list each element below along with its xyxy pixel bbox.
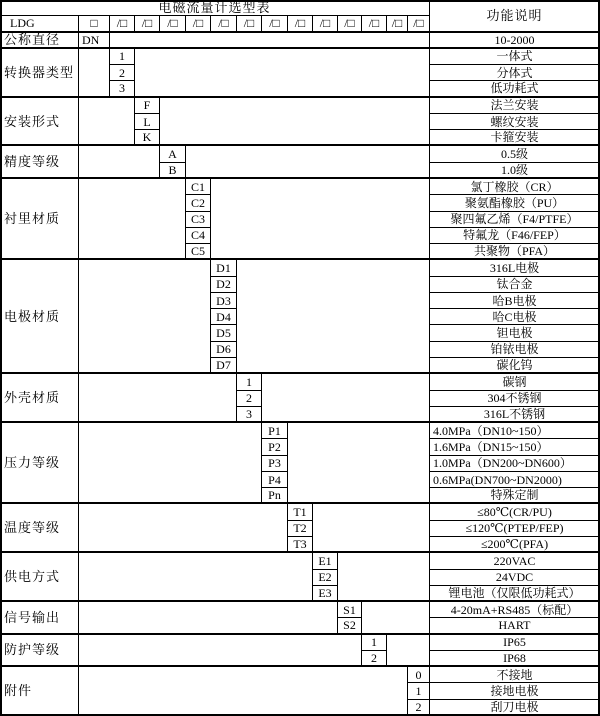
option-function-cell: 共聚物（PFA）: [430, 244, 600, 260]
option-code-cell: C1: [186, 179, 211, 195]
section-label: 附件: [0, 667, 79, 716]
section-label: 压力等级: [0, 423, 79, 504]
option-code-cell: D2: [211, 277, 237, 293]
option-code-cell: C5: [186, 244, 211, 260]
option-function-cell: 低功耗式: [430, 81, 600, 97]
option-function-cell: 哈C电极: [430, 309, 600, 325]
option-function-cell: 碳钢: [430, 374, 600, 390]
model-slot-box: /□: [262, 16, 288, 32]
option-function-cell: 0.6MPa(DN700~DN2000): [430, 472, 600, 488]
option-code-cell: D1: [211, 260, 237, 276]
option-code-cell: 1: [237, 374, 262, 390]
option-function-cell: ≤200℃(PFA): [430, 537, 600, 553]
option-code-cell: T1: [288, 504, 313, 520]
option-function-cell: 钛合金: [430, 277, 600, 293]
section-label: 电极材质: [0, 260, 79, 374]
model-base-box: □: [79, 16, 110, 32]
option-function-cell: IP65: [430, 635, 600, 651]
option-code-cell: P2: [262, 439, 288, 455]
option-function-cell: ≤80℃(CR/PU): [430, 504, 600, 520]
option-code-cell: C3: [186, 212, 211, 228]
option-code-cell: 2: [408, 700, 430, 716]
section-label: 衬里材质: [0, 179, 79, 260]
option-function-cell: 1.0级: [430, 163, 600, 179]
option-code-cell: D5: [211, 325, 237, 341]
section-left-filler: [79, 602, 338, 635]
function-description-header: 功能说明: [430, 0, 600, 33]
option-function-cell: 碳化钨: [430, 358, 600, 374]
option-function-cell: 1.6MPa（DN15~150）: [430, 439, 600, 455]
option-function-cell: 316L不锈钢: [430, 407, 600, 423]
section-left-filler: [79, 98, 135, 147]
section-label: 防护等级: [0, 635, 79, 668]
option-code-cell: 3: [237, 407, 262, 423]
model-slot-box: /□: [362, 16, 387, 32]
option-code-cell: A: [160, 146, 186, 162]
section-left-filler: [79, 635, 362, 668]
section-right-filler: [262, 374, 430, 423]
section-label: 供电方式: [0, 553, 79, 602]
option-code-cell: P1: [262, 423, 288, 439]
section-right-filler: [211, 179, 430, 260]
option-code-cell: S2: [338, 618, 362, 634]
section-right-filler: [338, 553, 430, 602]
model-slot-box: /□: [237, 16, 262, 32]
model-slot-box: /□: [160, 16, 186, 32]
option-function-cell: 哈B电极: [430, 293, 600, 309]
diameter-label: 公称直径: [0, 33, 79, 49]
option-code-cell: 0: [408, 667, 430, 683]
option-code-cell: C4: [186, 228, 211, 244]
section-right-filler: [362, 602, 430, 635]
option-function-cell: 0.5级: [430, 146, 600, 162]
option-function-cell: 聚氨酯橡胶（PU）: [430, 195, 600, 211]
option-function-cell: 1.0MPa（DN200~DN600）: [430, 456, 600, 472]
option-function-cell: 分体式: [430, 65, 600, 81]
option-code-cell: 1: [110, 49, 135, 65]
option-code-cell: D6: [211, 342, 237, 358]
model-slot-box: /□: [387, 16, 408, 32]
option-code-cell: Pn: [262, 488, 288, 504]
option-function-cell: 304不锈钢: [430, 391, 600, 407]
section-right-filler: [186, 146, 430, 179]
model-slot-box: /□: [408, 16, 430, 32]
section-left-filler: [79, 504, 288, 553]
option-function-cell: 铂铱电极: [430, 342, 600, 358]
option-code-cell: K: [135, 130, 160, 146]
option-code-cell: 3: [110, 81, 135, 97]
option-function-cell: 24VDC: [430, 570, 600, 586]
option-function-cell: 316L电极: [430, 260, 600, 276]
section-label: 安装形式: [0, 98, 79, 147]
option-function-cell: 氯丁橡胶（CR）: [430, 179, 600, 195]
option-code-cell: D7: [211, 358, 237, 374]
option-code-cell: E1: [313, 553, 338, 569]
section-left-filler: [79, 667, 408, 716]
model-slot-box: /□: [338, 16, 362, 32]
option-function-cell: 钽电极: [430, 325, 600, 341]
model-slot-box: /□: [135, 16, 160, 32]
option-function-cell: 特殊定制: [430, 488, 600, 504]
option-code-cell: 2: [237, 391, 262, 407]
section-left-filler: [79, 423, 262, 504]
option-function-cell: HART: [430, 618, 600, 634]
option-code-cell: 2: [362, 651, 387, 667]
model-slot-box: /□: [313, 16, 338, 32]
option-function-cell: ≤120℃(PTEP/FEP): [430, 521, 600, 537]
option-function-cell: 4.0MPa（DN10~150）: [430, 423, 600, 439]
model-slot-box: /□: [110, 16, 135, 32]
section-label: 转换器类型: [0, 49, 79, 98]
option-code-cell: 1: [362, 635, 387, 651]
option-function-cell: 刮刀电极: [430, 700, 600, 716]
section-right-filler: [387, 635, 430, 668]
model-slot-box: /□: [288, 16, 313, 32]
option-code-cell: B: [160, 163, 186, 179]
option-code-cell: L: [135, 114, 160, 130]
option-function-cell: 螺纹安装: [430, 114, 600, 130]
option-code-cell: T3: [288, 537, 313, 553]
option-function-cell: 一体式: [430, 49, 600, 65]
option-function-cell: 聚四氟乙烯（F4/PTFE）: [430, 212, 600, 228]
option-function-cell: 锂电池（仅限低功耗式）: [430, 586, 600, 602]
diameter-function: 10-2000: [430, 33, 600, 49]
section-right-filler: [135, 49, 430, 98]
model-slot-box: /□: [211, 16, 237, 32]
section-left-filler: [79, 553, 313, 602]
section-right-filler: [237, 260, 430, 374]
option-code-cell: S1: [338, 602, 362, 618]
option-function-cell: IP68: [430, 651, 600, 667]
option-function-cell: 220VAC: [430, 553, 600, 569]
option-function-cell: 不接地: [430, 667, 600, 683]
section-left-filler: [79, 49, 110, 98]
option-code-cell: E2: [313, 570, 338, 586]
option-function-cell: 卡箍安装: [430, 130, 600, 146]
option-function-cell: 特氟龙（F46/FEP）: [430, 228, 600, 244]
option-function-cell: 4-20mA+RS485（标配）: [430, 602, 600, 618]
model-prefix: LDG: [0, 16, 79, 32]
option-code-cell: D3: [211, 293, 237, 309]
option-function-cell: 接地电极: [430, 683, 600, 699]
option-code-cell: P3: [262, 456, 288, 472]
option-code-cell: D4: [211, 309, 237, 325]
model-slot-box: /□: [186, 16, 211, 32]
option-code-cell: T2: [288, 521, 313, 537]
section-label: 温度等级: [0, 504, 79, 553]
option-function-cell: 法兰安装: [430, 98, 600, 114]
option-code-cell: 1: [408, 683, 430, 699]
section-right-filler: [313, 504, 430, 553]
table-title: 电磁流量计选型表: [0, 0, 430, 16]
section-left-filler: [79, 374, 237, 423]
section-left-filler: [79, 260, 211, 374]
section-right-filler: [160, 98, 430, 147]
option-code-cell: P4: [262, 472, 288, 488]
section-label: 信号输出: [0, 602, 79, 635]
option-code-cell: 2: [110, 65, 135, 81]
section-left-filler: [79, 179, 186, 260]
section-right-filler: [288, 423, 430, 504]
option-code-cell: C2: [186, 195, 211, 211]
section-left-filler: [79, 146, 160, 179]
section-label: 外壳材质: [0, 374, 79, 423]
diameter-filler: [110, 33, 430, 49]
option-code-cell: F: [135, 98, 160, 114]
diameter-code: DN: [79, 33, 110, 49]
section-label: 精度等级: [0, 146, 79, 179]
option-code-cell: E3: [313, 586, 338, 602]
